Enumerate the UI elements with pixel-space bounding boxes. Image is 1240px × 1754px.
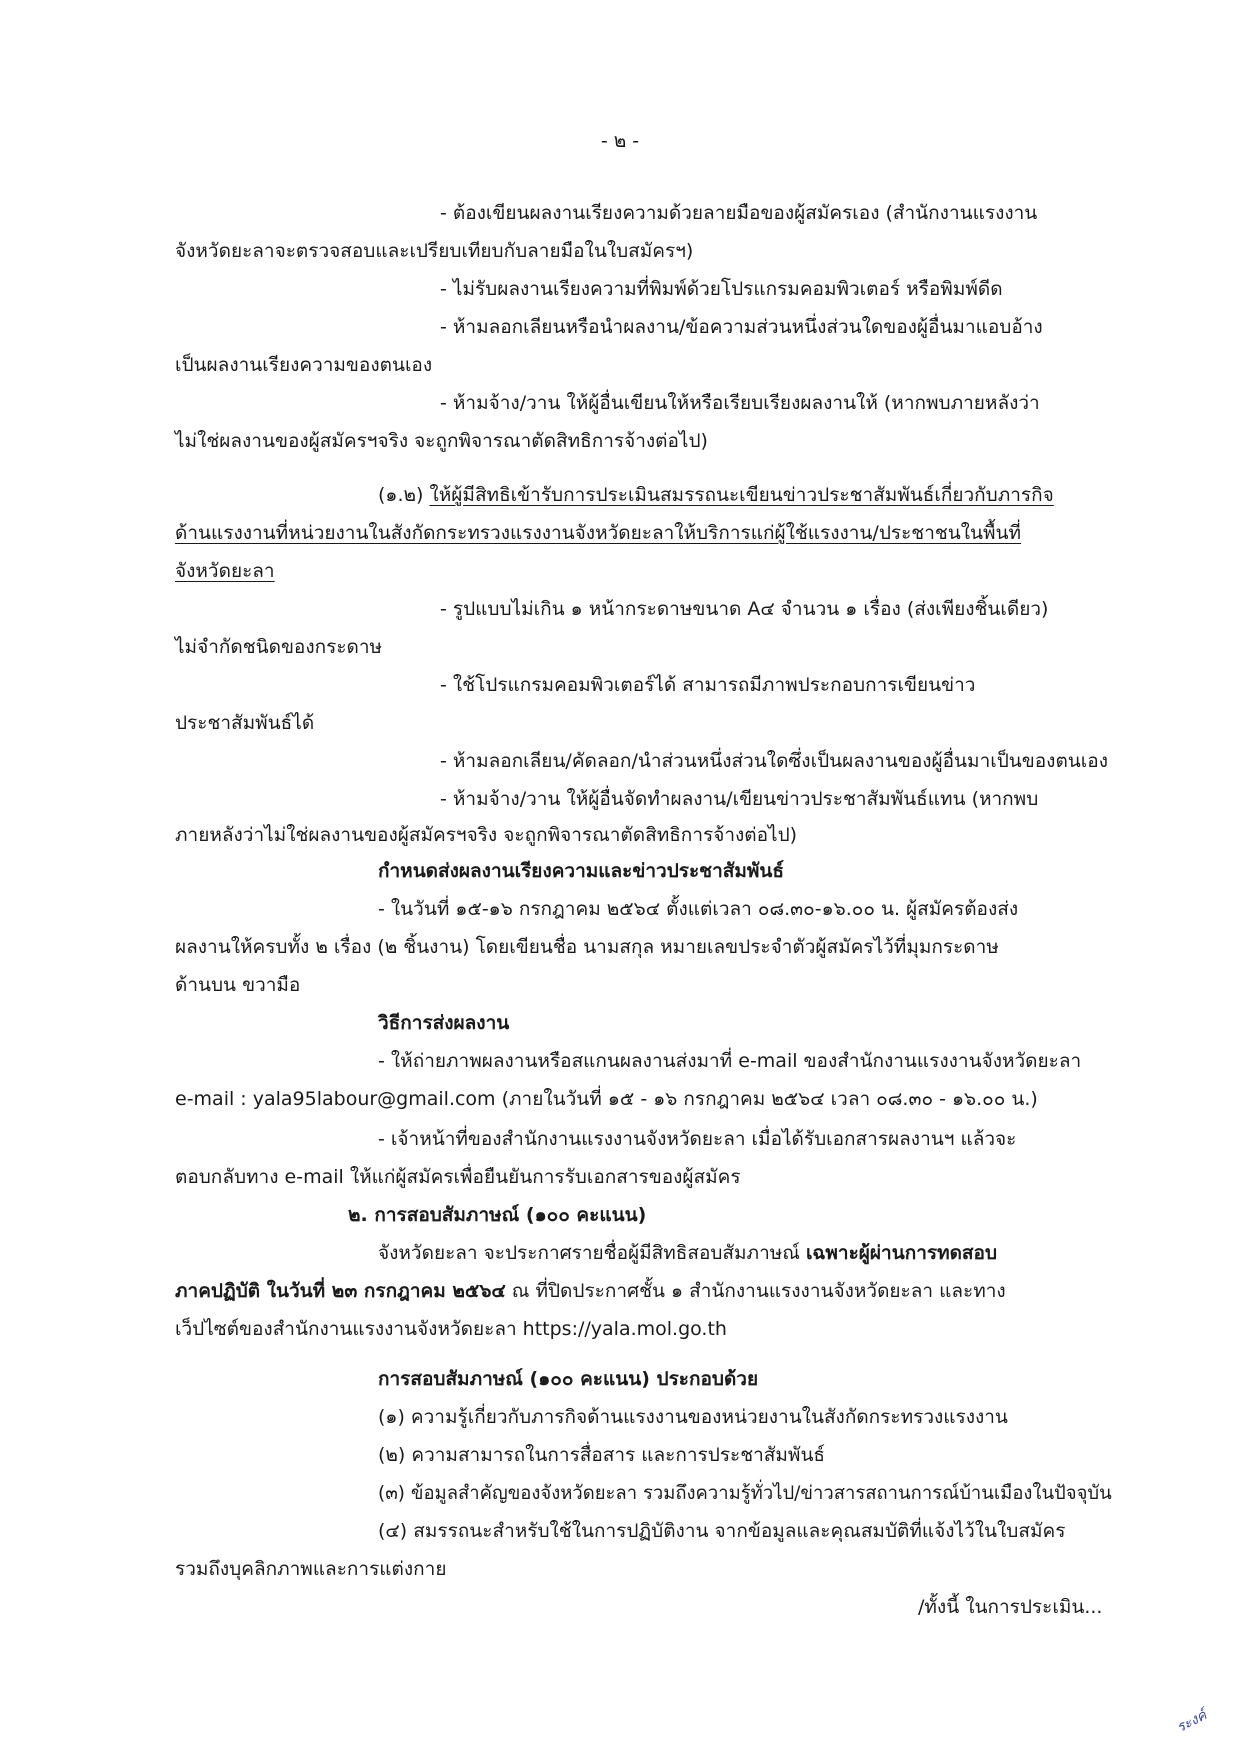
submission-method-email-address: e-mail : yala95labour@gmail.com (ภายในวันที่ ๑๕ - ๑๖ กรกฎาคม ๒๕๖๔ เวลา ๐๘.๓๐ - ๑๖.๐๐ น.) [175,1088,1038,1110]
submission-deadline-heading: กำหนดส่งผลงานเรียงความและข่าวประชาสัมพันธ์ [378,860,784,882]
essay-rule-no-hire: - ห้ามจ้าง/วาน ให้ผู้อื่นเขียนให้หรือเรียบเรียงผลงานให้ (หากพบภายหลังว่า [440,392,1040,414]
essay-rule-handwritten: - ต้องเขียนผลงานเรียงความด้วยลายมือของผู้สมัครเอง (สำนักงานแรงงาน [440,202,1038,224]
essay-rule-no-print: - ไม่รับผลงานเรียงความที่พิมพ์ด้วยโปรแกรมคอมพิวเตอร์ หรือพิมพ์ดีด [440,278,1003,300]
submission-method-email: - ให้ถ่ายภาพผลงานหรือสแกนผลงานส่งมาที่ e-mail ของสำนักงานแรงงานจังหวัดยะลา [378,1050,1082,1072]
section-1-2-number: (๑.๒) [378,484,430,506]
interview-item-2: (๒) ความสามารถในการสื่อสาร และการประชาสัมพันธ์ [378,1444,826,1466]
section-1-2-heading [378,482,1054,508]
interview-item-4: (๔) สมรรถนะสำหรับใช้ในการปฏิบัติงาน จากข้อมูลและคุณสมบัติที่แจ้งไว้ในใบสมัคร [378,1520,1066,1542]
news-rule-no-hire-cont: ภายหลังว่าไม่ใช่ผลงานของผู้สมัครฯจริง จะถูกพิจารณาตัดสิทธิการจ้างต่อไป) [175,824,798,846]
section-1-2-title: ให้ผู้มีสิทธิเข้ารับการประเมินสมรรถนะเขียนข่าวประชาสัมพันธ์เกี่ยวกับภารกิจ [429,484,1054,506]
news-rule-computer-cont: ประชาสัมพันธ์ได้ [175,712,315,734]
submission-method-confirm: - เจ้าหน้าที่ของสำนักงานแรงงานจังหวัดยะลา เมื่อได้รับเอกสารผลงานฯ แล้วจะ [378,1128,1017,1150]
interview-item-4-cont: รวมถึงบุคลิกภาพและการแต่งกาย [175,1558,447,1580]
continuation-text: /ทั้งนี้ ในการประเมิน... [918,1596,1103,1618]
news-rule-format: - รูปแบบไม่เกิน ๑ หน้ากระดาษขนาด A๔ จำนวน ๑ เรื่อง (ส่งเพียงชิ้นเดียว) [440,598,1049,620]
interview-announcement-place: ณ ที่ปิดประกาศชั้น ๑ สำนักงานแรงงานจังหวัดยะลา และทาง [505,1280,1006,1302]
submission-deadline-text-cont: ผลงานให้ครบทั้ง ๒ เรื่อง (๒ ชิ้นงาน) โดยเขียนชื่อ นามสกุล หมายเลขประจำตัวผู้สมัครไว้ที่มุมกระดาษ [175,936,999,958]
interview-announcement [378,1240,997,1266]
page-number: - ๒ - [600,130,640,152]
submission-deadline-text: - ในวันที่ ๑๕-๑๖ กรกฎาคม ๒๕๖๔ ตั้งแต่เวลา ๐๘.๓๐-๑๖.๐๐ น. ผู้สมัครต้องส่ง [378,898,1019,920]
interview-announcement-text: จังหวัดยะลา จะประกาศรายชื่อผู้มีสิทธิสอบสัมภาษณ์ [378,1242,806,1264]
section-1-2-title-cont: ด้านแรงงานที่หน่วยงานในสังกัดกระทรวงแรงงานจังหวัดยะลาให้บริการแก่ผู้ใช้แรงงาน/ประชาชนในพื้นที่ [175,522,1022,544]
essay-rule-no-hire-cont: ไม่ใช่ผลงานของผู้สมัครฯจริง จะถูกพิจารณาตัดสิทธิการจ้างต่อไป) [175,430,708,452]
interview-item-3: (๓) ข้อมูลสำคัญของจังหวัดยะลา รวมถึงความรู้ทั่วไป/ข่าวสารสถานการณ์บ้านเมืองในปัจจุบัน [378,1482,1112,1504]
essay-rule-no-plagiarism-cont: เป็นผลงานเรียงความของตนเอง [175,354,433,376]
interview-announcement-emphasis: เฉพาะผู้ผ่านการทดสอบ [805,1242,998,1264]
interview-announcement-date: ภาคปฏิบัติ ในวันที่ ๒๓ กรกฎาคม ๒๕๖๔ [175,1280,506,1302]
news-rule-no-hire: - ห้ามจ้าง/วาน ให้ผู้อื่นจัดทำผลงาน/เขียนข่าวประชาสัมพันธ์แทน (หากพบ [440,788,1039,810]
news-rule-computer: - ใช้โปรแกรมคอมพิวเตอร์ได้ สามารถมีภาพประกอบการเขียนข่าว [440,674,976,696]
interview-item-1: (๑) ความรู้เกี่ยวกับภารกิจด้านแรงงานของหน่วยงานในสังกัดกระทรวงแรงงาน [378,1406,1008,1428]
essay-rule-no-plagiarism: - ห้ามลอกเลียนหรือนำผลงาน/ข้อความส่วนหนึ่งส่วนใดของผู้อื่นมาแอบอ้าง [440,316,1043,338]
submission-method-heading: วิธีการส่งผลงาน [378,1012,510,1034]
submission-deadline-text-end: ด้านบน ขวามือ [175,974,301,996]
submission-method-confirm-cont: ตอบกลับทาง e-mail ให้แก่ผู้สมัครเพื่อยืนยันการรับเอกสารของผู้สมัคร [175,1166,741,1188]
news-rule-format-cont: ไม่จำกัดชนิดของกระดาษ [175,636,383,658]
interview-components-heading: การสอบสัมภาษณ์ (๑๐๐ คะแนน) ประกอบด้วย [378,1368,759,1390]
news-rule-no-copy: - ห้ามลอกเลียน/คัดลอก/นำส่วนหนึ่งส่วนใดซึ่งเป็นผลงานของผู้อื่นมาเป็นของตนเอง [440,750,1108,772]
essay-rule-handwritten-cont: จังหวัดยะลาจะตรวจสอบและเปรียบเทียบกับลายมือในใบสมัครฯ) [175,240,694,262]
handwritten-initials: ระงค์ [1174,1707,1210,1737]
section-2-heading: ๒. การสอบสัมภาษณ์ (๑๐๐ คะแนน) [348,1204,647,1226]
interview-announcement-cont [175,1278,1006,1304]
section-1-2-title-end: จังหวัดยะลา [175,560,275,582]
interview-announcement-website: เว็ปไซต์ของสำนักงานแรงงานจังหวัดยะลา https://yala.mol.go.th [175,1318,727,1340]
